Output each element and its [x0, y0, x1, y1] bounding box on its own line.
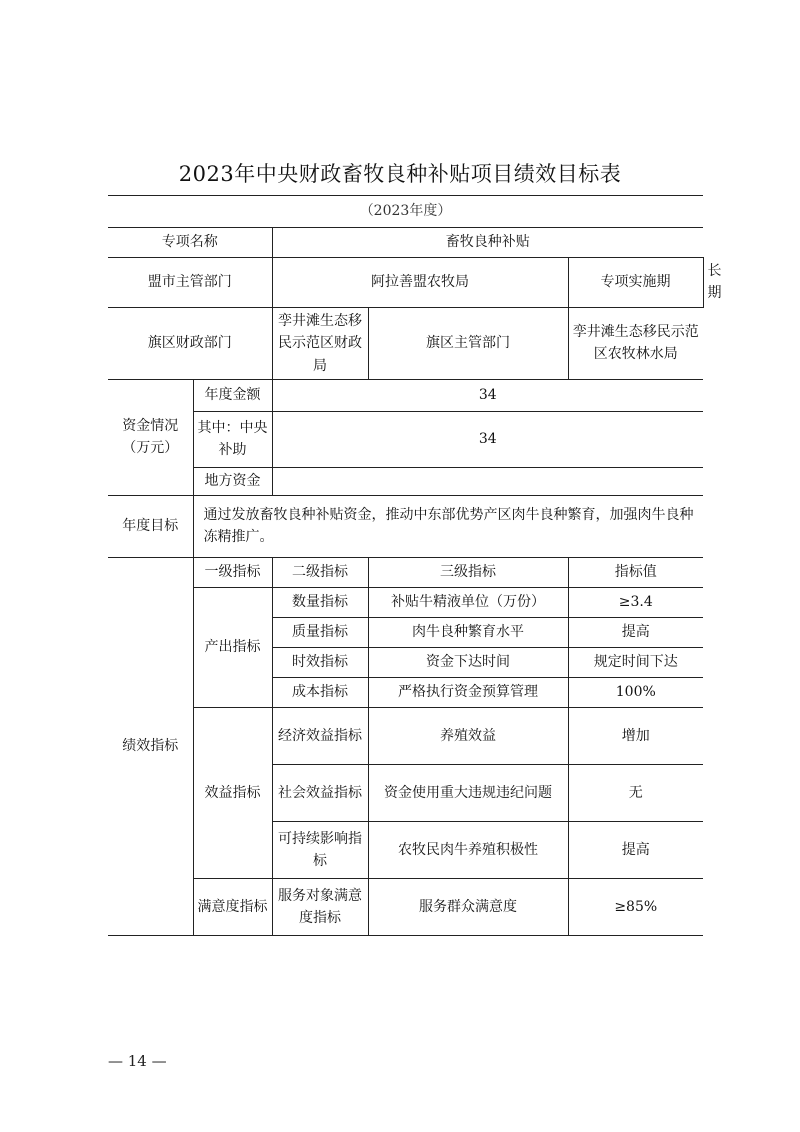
- funds-label: 资金情况（万元）: [108, 379, 193, 495]
- document-title: 2023年中央财政畜牧良种补贴项目绩效目标表: [178, 162, 622, 186]
- central-subsidy-value: 34: [272, 411, 703, 467]
- level3-cell: 服务群众满意度: [368, 878, 568, 935]
- local-funds-row: [108, 467, 703, 495]
- indicators-label: 绩效指标: [108, 557, 193, 935]
- benefit-indicator-label: 效益指标: [193, 707, 272, 878]
- value-cell: 提高: [568, 617, 703, 647]
- value-cell: 规定时间下达: [568, 647, 703, 677]
- project-name-value: 畜牧良种补贴: [272, 228, 703, 258]
- header-level2: 二级指标: [272, 557, 368, 587]
- table-row: [108, 587, 703, 617]
- annual-goal-row: [108, 495, 703, 557]
- annual-funds-row: [108, 379, 703, 411]
- annual-goal-text: 通过发放畜牧良种补贴资金，推动中东部优势产区肉牛良种繁育，加强肉牛良种冻精推广。: [193, 495, 703, 557]
- banner-dept-label: 旗区主管部门: [368, 307, 568, 379]
- level2-cell: 成本指标: [272, 677, 368, 707]
- level2-cell: 质量指标: [272, 617, 368, 647]
- header-level1: 一级指标: [193, 557, 272, 587]
- table-row: [108, 878, 703, 935]
- level3-cell: 补贴牛精液单位（万份）: [368, 587, 568, 617]
- level3-cell: 资金下达时间: [368, 647, 568, 677]
- local-funds-value: [272, 467, 703, 495]
- output-indicator-label: 产出指标: [193, 587, 272, 707]
- league-dept-label: 盟市主管部门: [108, 258, 272, 308]
- level3-cell: 养殖效益: [368, 707, 568, 764]
- level3-cell: 农牧民肉牛养殖积极性: [368, 821, 568, 878]
- level2-cell: 可持续影响指标: [272, 821, 368, 878]
- value-cell: 无: [568, 764, 703, 821]
- annual-amount-value: 34: [272, 379, 703, 411]
- banner-finance-label: 旗区财政部门: [108, 307, 272, 379]
- project-name-row: [108, 228, 703, 258]
- page-number: — 14 —: [108, 1052, 167, 1070]
- central-funds-row: [108, 411, 703, 467]
- banner-dept-row: [108, 307, 703, 379]
- table-row: [108, 707, 703, 764]
- level2-cell: 时效指标: [272, 647, 368, 677]
- league-dept-row: 盟市主管部门 阿拉善盟农牧局 专项实施期 长期: [108, 258, 703, 308]
- satisfaction-indicator-label: 满意度指标: [193, 878, 272, 935]
- performance-target-table: [108, 195, 722, 936]
- year-row: [108, 196, 703, 228]
- level2-cell: 社会效益指标: [272, 764, 368, 821]
- header-level3: 三级指标: [368, 557, 568, 587]
- local-funds-label: 地方资金: [193, 467, 272, 495]
- central-subsidy-label: 其中：中央补助: [193, 411, 272, 467]
- level2-cell: 数量指标: [272, 587, 368, 617]
- value-cell: ≥85%: [568, 878, 703, 935]
- year-label: （2023年度）: [108, 196, 703, 228]
- value-cell: 增加: [568, 707, 703, 764]
- banner-finance-value: 孪井滩生态移民示范区财政局: [272, 307, 368, 379]
- level2-cell: 经济效益指标: [272, 707, 368, 764]
- project-name-label: 专项名称: [108, 228, 272, 258]
- league-dept-value: 阿拉善盟农牧局: [272, 258, 568, 308]
- value-cell: 提高: [568, 821, 703, 878]
- value-cell: ≥3.4: [568, 587, 703, 617]
- indicator-header-row: [108, 557, 703, 587]
- annual-goal-label: 年度目标: [108, 495, 193, 557]
- banner-dept-value: 孪井滩生态移民示范区农牧林水局: [568, 307, 703, 379]
- level3-cell: 资金使用重大违规违纪问题: [368, 764, 568, 821]
- value-cell: 100%: [568, 677, 703, 707]
- level2-cell: 服务对象满意度指标: [272, 878, 368, 935]
- level3-cell: 肉牛良种繁育水平: [368, 617, 568, 647]
- annual-amount-label: 年度金额: [193, 379, 272, 411]
- header-value: 指标值: [568, 557, 703, 587]
- period-label: 专项实施期: [568, 258, 703, 308]
- level3-cell: 严格执行资金预算管理: [368, 677, 568, 707]
